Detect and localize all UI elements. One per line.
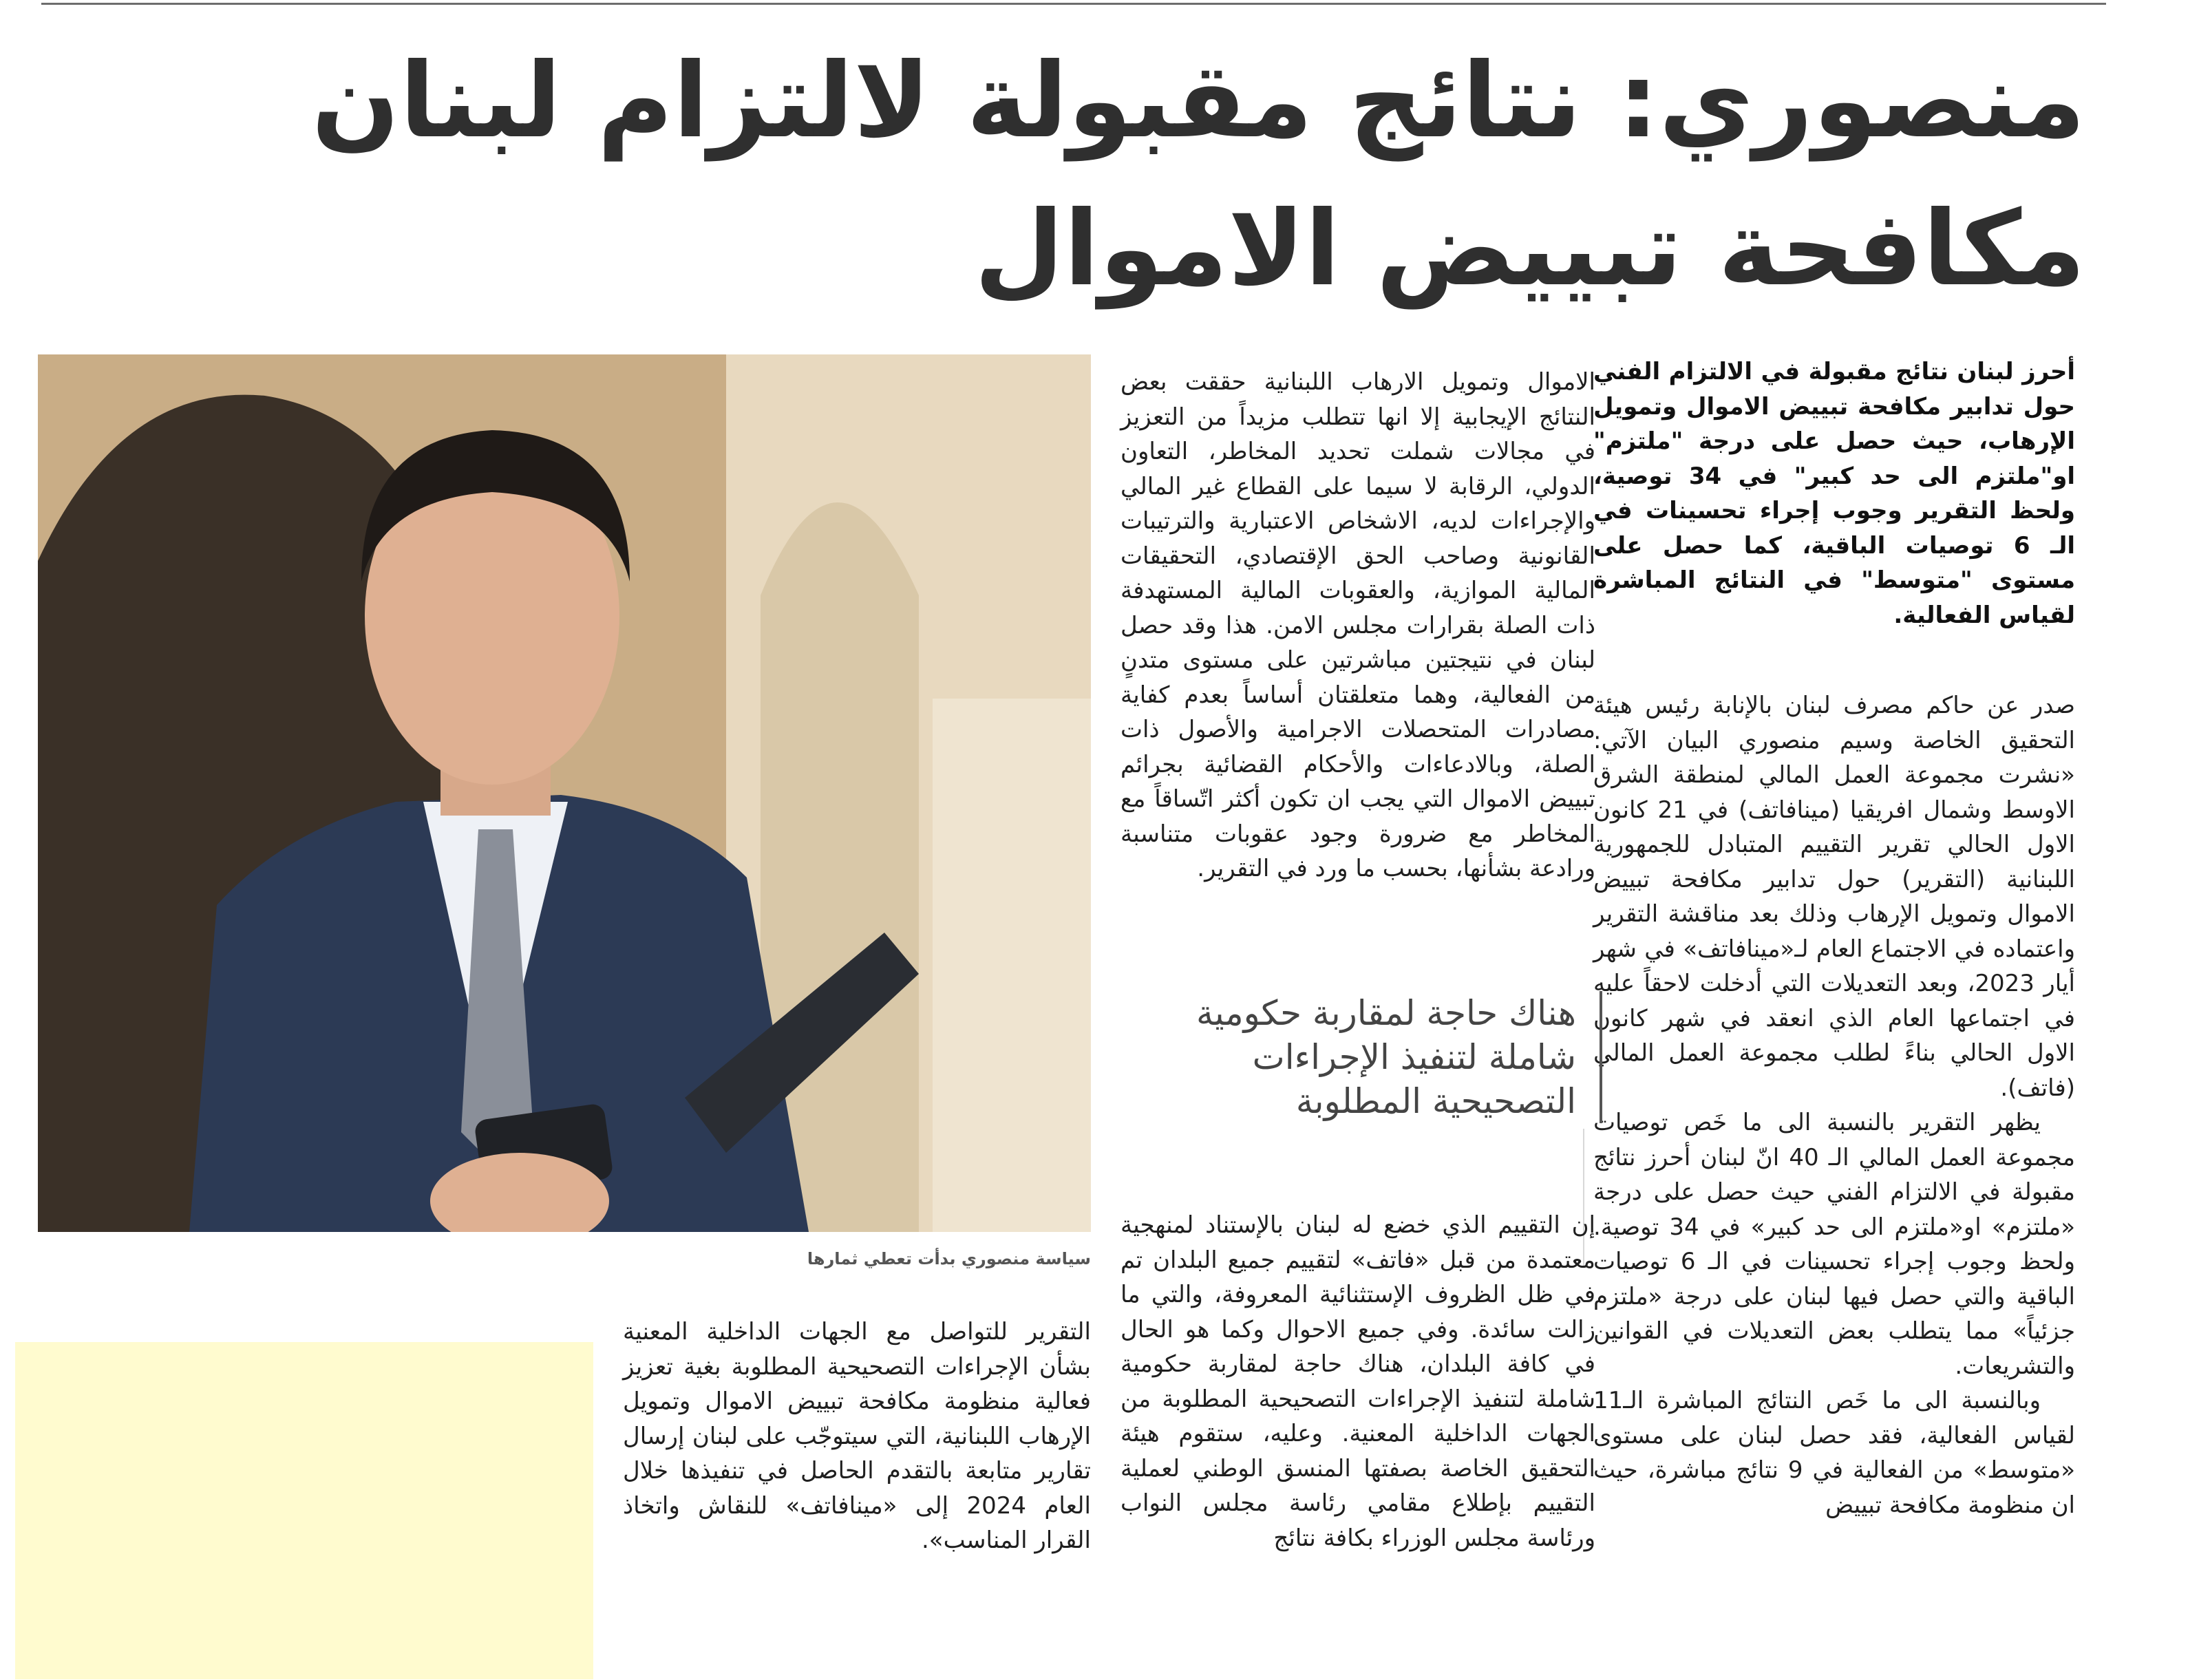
article-photo (38, 354, 1091, 1232)
top-rule (41, 3, 2106, 5)
lead-text: أحرز لبنان نتائج مقبولة في الالتزام الفني حول تدابير مكافحة تبييض الاموال وتمويل الإرهاب، حيث حصل على درجة "ملتزم" او"ملتزم الى حد كبير" في 34 توصية، ولحظ التقرير وجوب إجراء تحسينات في الـ 6 توصيات الباقية، كما حصل على مستوى "متوسط" في النتائج المباشرة لقياس الفعالية. (1593, 358, 2075, 629)
column-2-bottom (1120, 1208, 1595, 1555)
column-2-bottom-text: إن التقييم الذي خضع له لبنان بالإستناد لمنهجية معتمدة من قبل «فاتف» لتقييم جميع البلدان تم في ظل الظروف الإستثنائية المعروفة، والتي ما زالت سائدة. وفي جميع الاحوال وكما هو الحال في كافة البلدان، هناك حاجة لمقاربة حكومية شاملة لتنفيذ الإجراءات التصحيحية المطلوبة من الجهات الداخلية المعنية. وعليه، ستقوم هيئة التحقيق الخاصة بصفتها المنسق الوطني لعملية التقييم بإطلاع مقامي رئاسة مجلس النواب ورئاسة مجلس الوزراء بكافة نتائج (1120, 1211, 1595, 1552)
highlight-box (15, 1342, 593, 1679)
column-1-paragraph: يظهر التقرير بالنسبة الى ما خَص توصيات مجموعة العمل المالي الـ 40 انّ لبنان أحرز نتائج مقبولة في الالتزام الفني حيث حصل على درجة «ملتزم» او«ملتزم الى حد كبير» في 34 توصية. ولحظ وجوب إجراء تحسينات في الـ 6 توصيات الباقية والتي حصل فيها لبنان على درجة «ملتزم جزئياً» مما يتطلب بعض التعديلات في القوانين والتشريعات. (1593, 1109, 2075, 1380)
column-1-paragraph: صدر عن حاكم مصرف لبنان بالإنابة رئيس هيئة التحقيق الخاصة وسيم منصوري البيان الآتي: «نشرت مجموعة العمل المالي لمنطقة الشرق الاوسط وشمال افريقيا (مينافاتف) في 21 كانون الاول الحالي تقرير التقييم المتبادل للجمهورية اللبنانية (التقرير) حول تدابير مكافحة تبييض الاموال وتمويل الإرهاب وذلك بعد مناقشة التقرير واعتماده في الاجتماع العام لـ«مينافاتف» في شهر أيار 2023، وبعد التعديلات التي أدخلت لاحقاً عليه في اجتماعها العام الذي انعقد في شهر كانون الاول الحالي بناءً لطلب مجموعة العمل المالي (فاتف). (1593, 692, 2075, 1102)
column-2-top (1120, 365, 1595, 886)
column-2-top-text: الاموال وتمويل الارهاب اللبنانية حققت بعض النتائج الإيجابية إلا انها تتطلب مزيداً من التعزيز في مجالات شملت تحديد المخاطر، التعاون الدولي، الرقابة لا سيما على القطاع غير المالي والإجراءات لديه، الاشخاص الاعتبارية والترتيبات القانونية وصاحب الحق الإقتصادي، التحقيقات المالية الموازية، والعقوبات المالية المستهدفة ذات الصلة بقرارات مجلس الامن. هذا وقد حصل لبنان في نتيجتين مباشرتين على مستوى متدنٍ من الفعالية، وهما متعلقتان أساساً بعدم كفاية مصادرات المتحصلات الاجرامية والأصول ذات الصلة، وبالادعاءات والأحكام القضائية بجرائم تبييض الاموال التي يجب ان تكون أكثر اتّساقاً مع المخاطر مع ضرورة وجود عقوبات متناسبة ورادعة بشأنها، بحسب ما ورد في التقرير. (1120, 368, 1595, 882)
portrait-illustration (38, 354, 1091, 1232)
column-3-text: التقرير للتواصل مع الجهات الداخلية المعنية بشأن الإجراءات التصحيحية المطلوبة بغية تعزيز فعالية منظومة مكافحة تبييض الاموال وتمويل الإرهاب اللبنانية، التي سيتوجّب على لبنان إرسال تقارير متابعة بالتقدم الحاصل في تنفيذها خلال العام 2024 إلى «مينافاتف» للنقاش واتخاذ القرار المناسب». (623, 1318, 1091, 1554)
column-1-paragraph: وبالنسبة الى ما خَص النتائج المباشرة الـ11 لقياس الفعالية، فقد حصل لبنان على مستوى «متوسط» من الفعالية في 9 نتائج مباشرة، حيث ان منظومة مكافحة تبييض (1593, 1387, 2076, 1519)
lead-paragraph (1593, 354, 2075, 632)
column-1-body (1593, 688, 2075, 1522)
column-3 (623, 1315, 1091, 1558)
headline: منصوري: نتائج مقبولة لالتزام لبنان مكافحة تبييض الاموال (311, 41, 2085, 309)
pull-quote: هناك حاجة لمقاربة حكومية شاملة لتنفيذ الإجراءات التصحيحية المطلوبة (1129, 991, 1602, 1123)
photo-caption: سياسة منصوري بدأت تعطي ثمارها (807, 1249, 1091, 1268)
